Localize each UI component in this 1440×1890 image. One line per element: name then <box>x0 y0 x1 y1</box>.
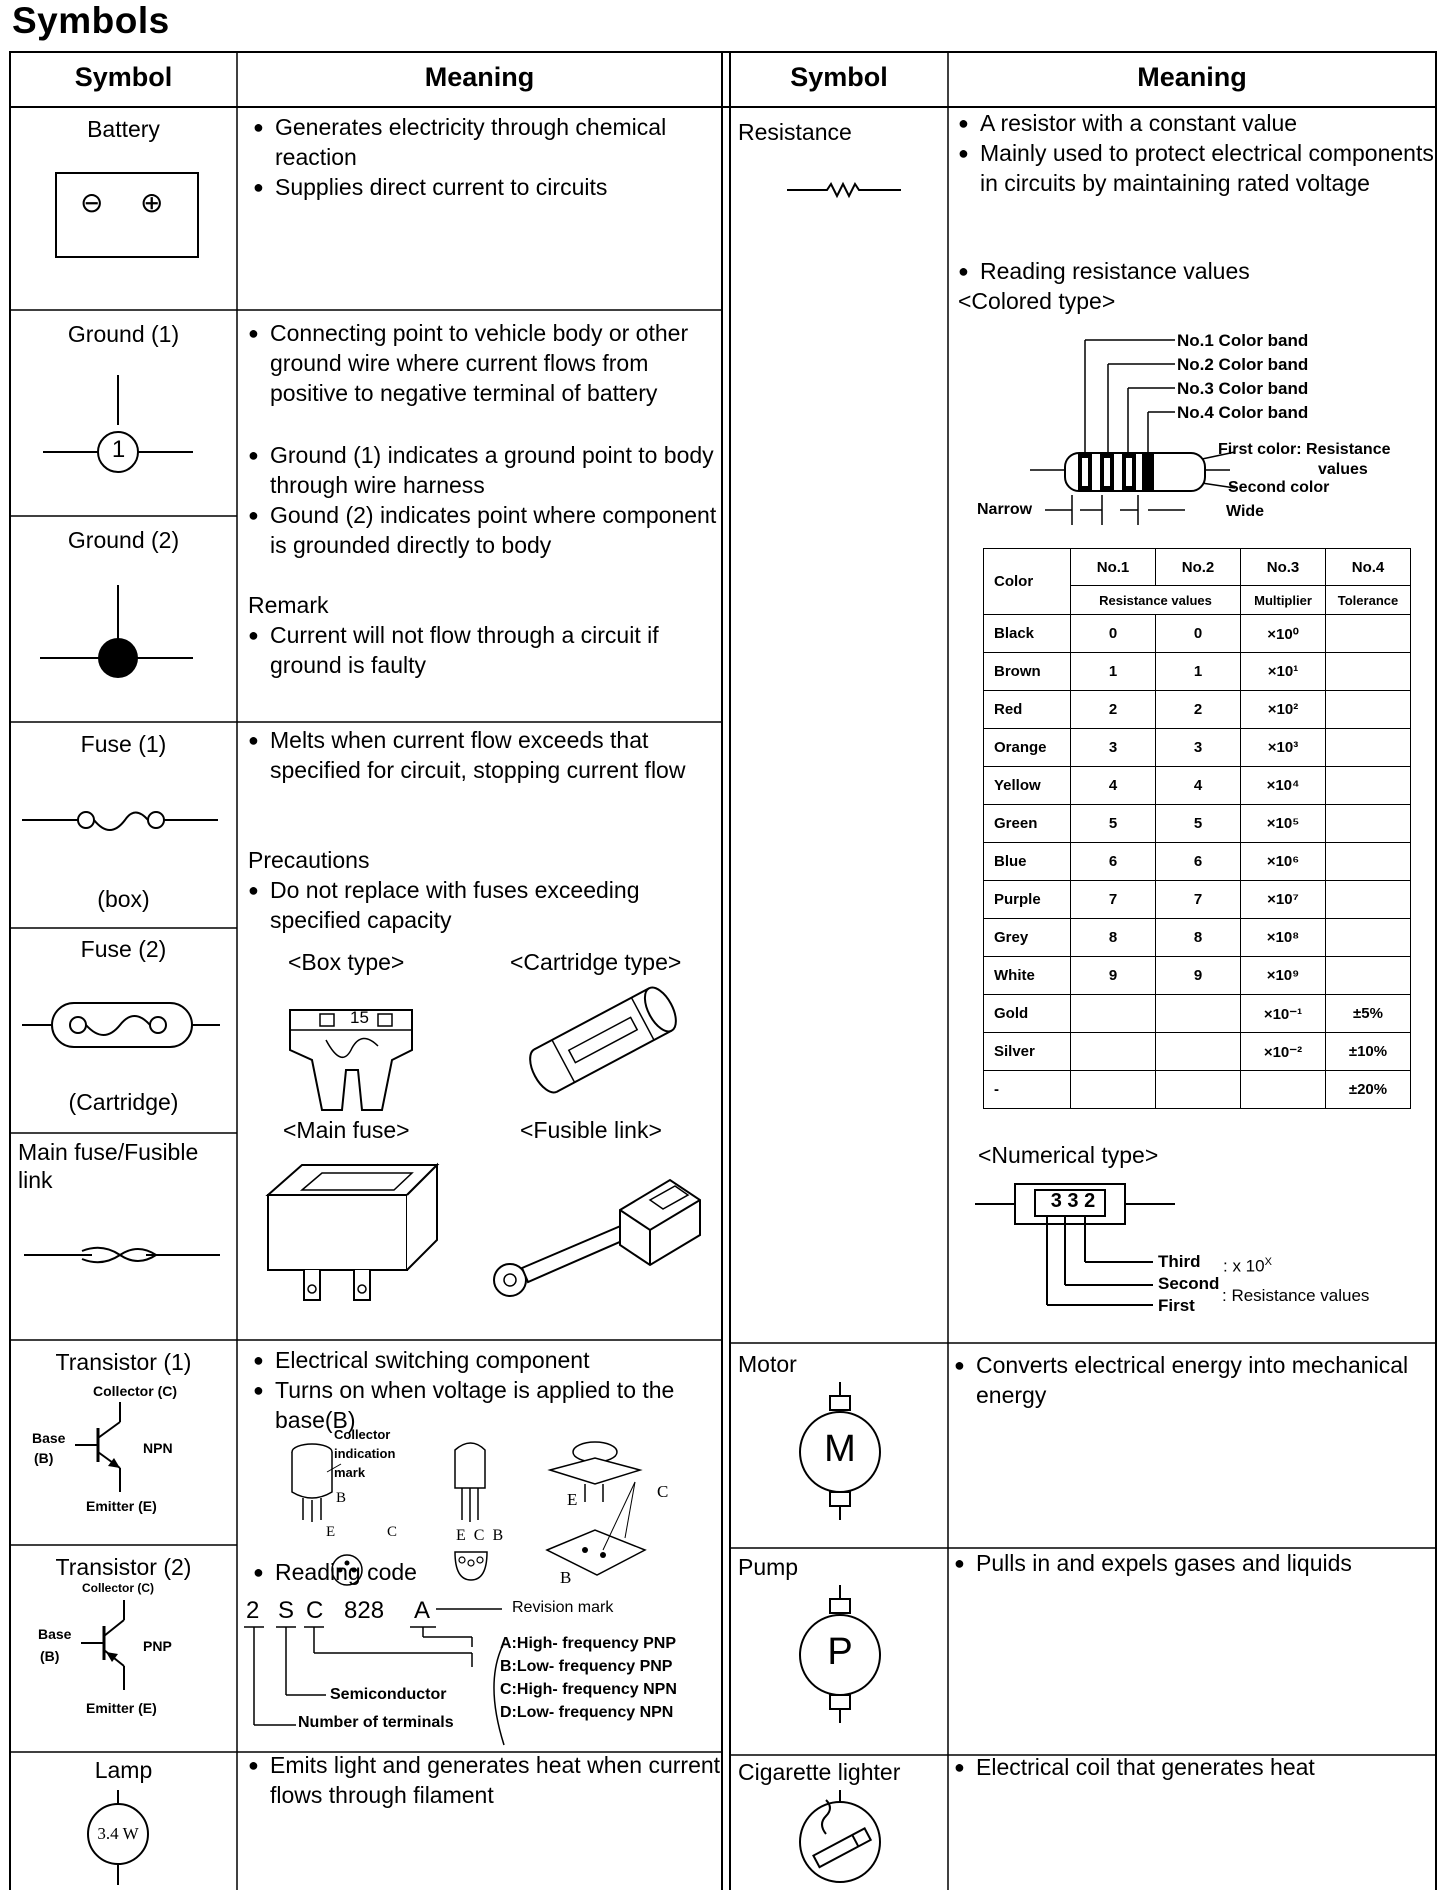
row-mult: ×10² <box>1241 691 1326 729</box>
header-meaning-left: Meaning <box>424 62 535 92</box>
box-fuse-value: 15 <box>350 1008 369 1027</box>
band-4-label: No.4 Color band <box>1177 403 1309 422</box>
motor-letter: M <box>824 1428 856 1470</box>
sub-tolerance-header: Tolerance <box>1326 586 1411 615</box>
type-b: B:Low- frequency PNP <box>500 1658 673 1675</box>
cartridge-fuse-drawing <box>518 985 688 1095</box>
table-row <box>984 729 1411 767</box>
pin-c: C <box>387 1524 398 1540</box>
row-color: Yellow <box>984 767 1071 805</box>
transistor-bullet-2: ● Turns on when voltage is applied to the base(B) <box>253 1375 715 1435</box>
values-word: values <box>1318 461 1368 478</box>
fuse-cartridge-caption: (Cartridge) <box>68 1089 179 1115</box>
collector-mark-1: Collector <box>334 1427 391 1442</box>
row-tol <box>1326 805 1411 843</box>
row-mult: ×10⁸ <box>1241 919 1326 957</box>
battery-minus: ⊖ <box>80 187 104 218</box>
row-mult: ×10⁴ <box>1241 767 1326 805</box>
row-mult: ×10⁰ <box>1241 615 1326 653</box>
narrow-label: Narrow <box>977 501 1033 518</box>
fuse-box-caption: (box) <box>97 886 150 912</box>
transistor-2-emitter: Emitter (E) <box>86 1700 157 1716</box>
row-mult: ×10⁷ <box>1241 881 1326 919</box>
cigarette-lighter-bullet-1: ● Electrical coil that generates heat <box>954 1752 1436 1782</box>
row-mult: ×10⁵ <box>1241 805 1326 843</box>
header-symbol-right: Symbol <box>790 62 888 92</box>
resistance-bullet-2: ● Mainly used to protect electrical components in circuits by maintaining rated voltage <box>958 138 1435 198</box>
row-color: - <box>984 1071 1071 1109</box>
box-type-caption: <Box type> <box>288 949 405 975</box>
type-d: D:Low- frequency NPN <box>500 1704 674 1721</box>
table-row <box>984 767 1411 805</box>
table-row <box>984 843 1411 881</box>
row-no1: 3 <box>1071 729 1156 767</box>
collector-mark-2: indication <box>334 1446 396 1461</box>
row-tol <box>1326 653 1411 691</box>
battery-bullet-1: ● Generates electricity through chemical reaction <box>253 112 725 172</box>
row-no2: 1 <box>1156 653 1241 691</box>
row-tol <box>1326 957 1411 995</box>
row-mult: ×10⁻² <box>1241 1033 1326 1071</box>
transistor-2-collector: Collector (C) <box>82 1581 154 1595</box>
row-no1: 1 <box>1071 653 1156 691</box>
ground-bullet-3: ● Gound (2) indicates point where component is grounded directly to body <box>248 500 730 560</box>
row-color: White <box>984 957 1071 995</box>
table-row <box>984 691 1411 729</box>
row-no2: 6 <box>1156 843 1241 881</box>
sub-resistance-header: Resistance values <box>1071 586 1241 615</box>
row-no1 <box>1071 1071 1156 1109</box>
numerical-type-caption: <Numerical type> <box>978 1142 1159 1168</box>
table-row <box>984 1071 1411 1109</box>
motor-label: Motor <box>738 1351 797 1377</box>
band-1-label: No.1 Color band <box>1177 331 1309 350</box>
ground-2-icon <box>38 580 198 690</box>
pump-bullet-1: ● Pulls in and expels gases and liquids <box>954 1548 1436 1578</box>
resistor-icon <box>785 180 905 200</box>
first-color-label: First color: Resistance <box>1218 441 1391 458</box>
row-tol <box>1326 919 1411 957</box>
fuse-precaution: ● Do not replace with fuses exceeding specified capacity <box>248 875 730 935</box>
revision-mark: Revision mark <box>512 1599 614 1616</box>
fuse-precautions-title: Precautions <box>248 847 370 873</box>
row-no2: 7 <box>1156 881 1241 919</box>
row-no1: 8 <box>1071 919 1156 957</box>
npn-transistor-icon <box>70 1400 140 1500</box>
col-no4-header: No.4 <box>1326 549 1411 586</box>
wide-label: Wide <box>1226 503 1265 520</box>
row-mult: ×10⁶ <box>1241 843 1326 881</box>
row-no2 <box>1156 1033 1241 1071</box>
exponent-sup: X <box>1264 1256 1272 1268</box>
pump-letter: P <box>827 1631 853 1673</box>
battery-plus: ⊕ <box>140 187 164 218</box>
col-no3-header: No.3 <box>1241 549 1326 586</box>
row-tol <box>1326 729 1411 767</box>
table-row <box>984 653 1411 691</box>
row-mult: ×10⁹ <box>1241 957 1326 995</box>
row-no1: 7 <box>1071 881 1156 919</box>
ground-remark: ● Current will not flow through a circuit if ground is faulty <box>248 620 730 680</box>
col-no1-header: No.1 <box>1071 549 1156 586</box>
main-fuse-icon <box>22 1235 222 1275</box>
col-no2-header: No.2 <box>1156 549 1241 586</box>
transistor-1-emitter: Emitter (E) <box>86 1498 157 1514</box>
transistor-bullet-1: ● Electrical switching component <box>253 1345 735 1375</box>
row-color: Brown <box>984 653 1071 691</box>
transistor-1-label: Transistor (1) <box>55 1349 192 1375</box>
code-a: A <box>414 1597 431 1624</box>
power-pin-c: C <box>657 1482 669 1501</box>
table-row <box>984 995 1411 1033</box>
fusible-link-caption: <Fusible link> <box>520 1117 662 1143</box>
row-color: Green <box>984 805 1071 843</box>
lamp-rating: 3.4 W <box>97 1824 139 1843</box>
terminals-label: Number of terminals <box>298 1714 454 1731</box>
row-tol <box>1326 615 1411 653</box>
motor-bullet-1: ● Converts electrical energy into mechanical energy <box>954 1350 1426 1410</box>
transistor-1-base-b: (B) <box>34 1450 54 1466</box>
cartridge-type-caption: <Cartridge type> <box>510 949 682 975</box>
pins-ecb: E C B <box>456 1527 506 1544</box>
row-no1: 6 <box>1071 843 1156 881</box>
row-tol <box>1326 691 1411 729</box>
battery-bullet-2: ● Supplies direct current to circuits <box>253 172 725 202</box>
row-mult: ×10³ <box>1241 729 1326 767</box>
row-no1: 2 <box>1071 691 1156 729</box>
transistor-1-collector: Collector (C) <box>93 1383 177 1399</box>
main-fuse-label: Main fuse/Fusible link <box>18 1139 199 1193</box>
row-tol: ±20% <box>1326 1071 1411 1109</box>
lamp-bullet-1: ● Emits light and generates heat when current flows through filament <box>248 1750 730 1810</box>
row-color: Purple <box>984 881 1071 919</box>
row-tol: ±5% <box>1326 995 1411 1033</box>
code-2: 2 <box>246 1597 260 1624</box>
type-c: C:High- frequency NPN <box>500 1681 677 1698</box>
row-no1 <box>1071 995 1156 1033</box>
table-row <box>984 919 1411 957</box>
row-mult: ×10⁻¹ <box>1241 995 1326 1033</box>
resistance-values-label: : Resistance values <box>1222 1286 1370 1305</box>
row-no2 <box>1156 1071 1241 1109</box>
header-meaning-right: Meaning <box>1137 62 1247 92</box>
pnp-transistor-icon <box>76 1598 146 1698</box>
row-no1: 5 <box>1071 805 1156 843</box>
transistor-1-base: Base <box>32 1430 66 1446</box>
resistance-bullet-3: ● Reading resistance values <box>958 256 1440 286</box>
ground-bullet-1: ● Connecting point to vehicle body or other ground wire where current flows from positive to negative terminal of battery <box>248 318 730 408</box>
row-no1 <box>1071 1033 1156 1071</box>
fuse-bullet-1: ● Melts when current flow exceeds that specified for circuit, stopping current flow <box>248 725 730 785</box>
fuse-1-icon <box>20 800 220 840</box>
main-fuse-drawing <box>262 1155 447 1305</box>
ground-node-number: 1 <box>111 436 126 463</box>
row-color: Red <box>984 691 1071 729</box>
row-no2: 2 <box>1156 691 1241 729</box>
resistance-bullet-1: ● A resistor with a constant value <box>958 108 1440 138</box>
row-no1: 9 <box>1071 957 1156 995</box>
col-color-header: Color <box>984 549 1071 615</box>
row-no1: 0 <box>1071 615 1156 653</box>
ground-remark-title: Remark <box>248 592 329 618</box>
pin-e: E <box>326 1524 336 1540</box>
band-2-label: No.2 Color band <box>1177 355 1309 374</box>
row-mult <box>1241 1071 1326 1109</box>
table-row <box>984 1033 1411 1071</box>
second-label: Second <box>1158 1274 1220 1293</box>
power-pin-e: E <box>567 1490 578 1509</box>
code-828: 828 <box>344 1597 385 1624</box>
pin-b: B <box>336 1490 347 1506</box>
power-pin-b: B <box>560 1568 572 1587</box>
lamp-label: Lamp <box>94 1757 153 1783</box>
table-row <box>984 957 1411 995</box>
code-s: S <box>278 1597 295 1624</box>
row-no2: 9 <box>1156 957 1241 995</box>
transistor-2-base-b: (B) <box>40 1648 60 1664</box>
page-title: Symbols <box>12 0 170 41</box>
row-color: Orange <box>984 729 1071 767</box>
resistance-label: Resistance <box>738 119 852 145</box>
table-row <box>984 881 1411 919</box>
exponent-label: : x 10 <box>1223 1256 1265 1276</box>
fuse-2-icon <box>20 995 225 1055</box>
numerical-code: 3 3 2 <box>1050 1190 1096 1212</box>
row-no2: 8 <box>1156 919 1241 957</box>
row-no1: 4 <box>1071 767 1156 805</box>
fuse-1-label: Fuse (1) <box>80 731 167 757</box>
row-color: Silver <box>984 1033 1071 1071</box>
band-3-label: No.3 Color band <box>1177 379 1309 398</box>
color-code-table <box>983 548 1411 1109</box>
row-no2: 3 <box>1156 729 1241 767</box>
row-color: Black <box>984 615 1071 653</box>
ground-2-label: Ground (2) <box>67 527 180 553</box>
row-no2: 5 <box>1156 805 1241 843</box>
row-tol <box>1326 843 1411 881</box>
cigarette-lighter-label: Cigarette lighter <box>738 1759 901 1785</box>
row-mult: ×10¹ <box>1241 653 1326 691</box>
transistor-bullet-3: ● Reading code <box>253 1557 575 1587</box>
cigarette-lighter-icon <box>790 1790 890 1888</box>
fuse-2-label: Fuse (2) <box>80 936 167 962</box>
sub-multiplier-header: Multiplier <box>1241 586 1326 615</box>
battery-label: Battery <box>87 116 160 142</box>
transistor-1-type: NPN <box>143 1440 173 1456</box>
battery-icon <box>55 172 200 260</box>
first-label: First <box>1158 1296 1195 1315</box>
row-color: Gold <box>984 995 1071 1033</box>
row-color: Blue <box>984 843 1071 881</box>
table-row <box>984 615 1411 653</box>
semiconductor-label: Semiconductor <box>330 1686 447 1703</box>
header-symbol-left: Symbol <box>74 62 173 92</box>
type-a: A:High- frequency PNP <box>500 1635 677 1652</box>
pump-label: Pump <box>738 1554 799 1580</box>
third-label: Third <box>1158 1252 1201 1271</box>
transistor-2-base: Base <box>38 1626 72 1642</box>
colored-type-caption: <Colored type> <box>958 288 1116 314</box>
code-c: C <box>306 1597 324 1624</box>
row-tol <box>1326 881 1411 919</box>
row-no2: 4 <box>1156 767 1241 805</box>
row-tol: ±10% <box>1326 1033 1411 1071</box>
main-fuse-caption: <Main fuse> <box>283 1117 410 1143</box>
transistor-2-label: Transistor (2) <box>55 1554 192 1580</box>
ground-bullet-2: ● Ground (1) indicates a ground point to body through wire harness <box>248 440 730 500</box>
transistor-2-type: PNP <box>143 1638 172 1654</box>
row-no2: 0 <box>1156 615 1241 653</box>
second-color-label: Second color <box>1228 479 1330 496</box>
row-color: Grey <box>984 919 1071 957</box>
table-row <box>984 805 1411 843</box>
ground-1-label: Ground (1) <box>67 321 180 347</box>
fusible-link-drawing <box>480 1160 705 1310</box>
row-tol <box>1326 767 1411 805</box>
collector-mark-3: mark <box>334 1465 366 1480</box>
row-no2 <box>1156 995 1241 1033</box>
